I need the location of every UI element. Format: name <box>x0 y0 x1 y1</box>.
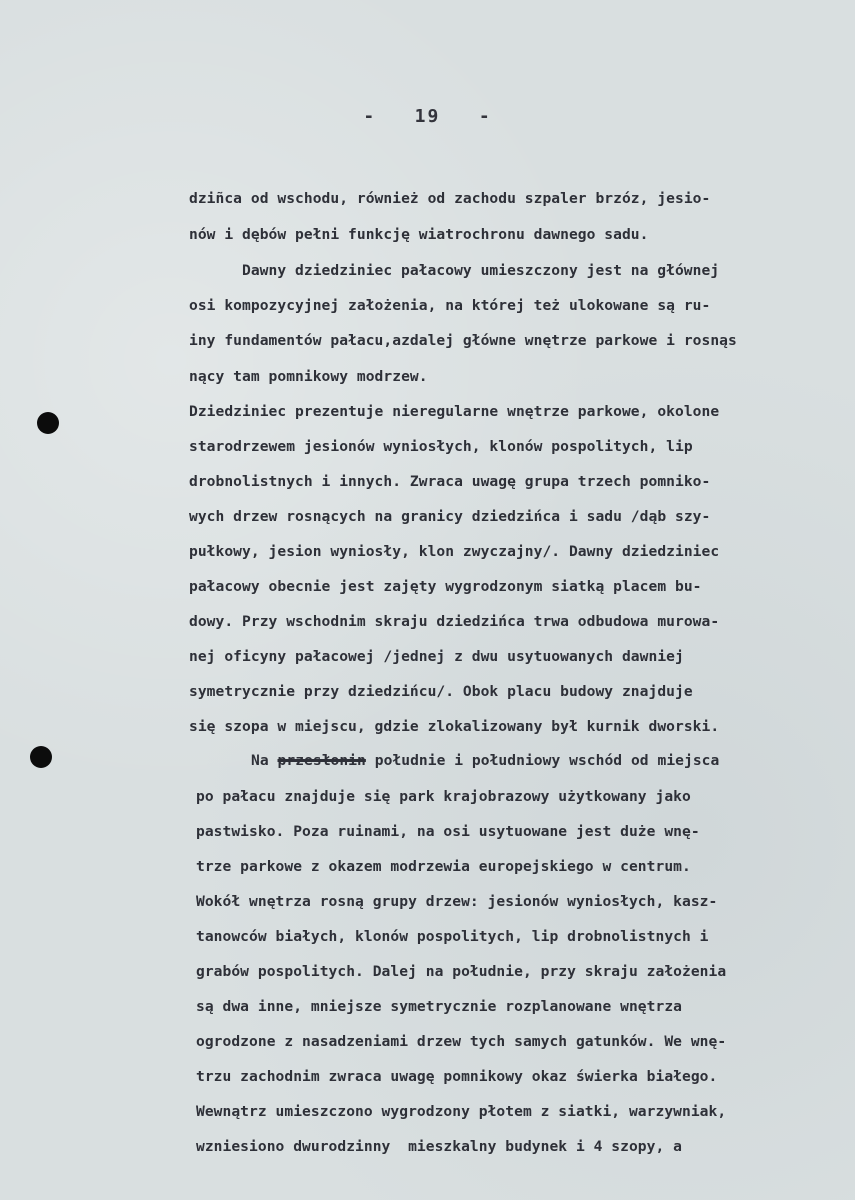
page-number: - 19 - <box>363 106 492 127</box>
text-line: wych drzew rosnących na granicy dziedzińca i sadu /dąb szy- <box>189 508 711 525</box>
text-line: grabów pospolitych. Dalej na południe, przy skraju założenia <box>196 963 727 980</box>
text-line: nej oficyny pałacowej /jednej z dwu usytuowanych dawniej <box>189 648 684 665</box>
text-line: Dziedziniec prezentuje nieregularne wnętrze parkowe, okolone <box>189 403 720 420</box>
text-line: Wewnątrz umieszczono wygrodzony płotem z siatki, warzywniak, <box>196 1103 727 1120</box>
text-line: trzu zachodnim zwraca uwagę pomnikowy okaz świerka białego. <box>196 1068 718 1085</box>
text-line: nów i dębów pełni funkcję wiatrochronu dawnego sadu. <box>189 226 649 243</box>
text-line: drobnolistnych i innych. Zwraca uwagę grupa trzech pomniko- <box>189 473 711 490</box>
text-line: są dwa inne, mniejsze symetrycznie rozplanowane wnętrza <box>196 998 682 1015</box>
struck-out-word: przesłonin <box>277 752 366 769</box>
text-line: iny fundamentów pałacu,azdalej główne wnętrze parkowe i rosnąs <box>189 332 737 349</box>
text-line: wzniesiono dwurodzinny mieszkalny budynek i 4 szopy, a <box>196 1138 682 1155</box>
text-line: ogrodzone z nasadzeniami drzew tych samych gatunków. We wnę- <box>196 1033 727 1050</box>
text-line: nący tam pomnikowy modrzew. <box>189 368 428 385</box>
text-line: Dawny dziedziniec pałacowy umieszczony jest na głównej <box>242 262 720 279</box>
text-line: pułkowy, jesion wyniosły, klon zwyczajny/. Dawny dziedziniec <box>189 543 720 560</box>
punch-hole-lower <box>30 746 52 768</box>
text-line: tanowców białych, klonów pospolitych, lip drobnolistnych i <box>196 928 709 945</box>
text-line: osi kompozycyjnej założenia, na której też ulokowane są ru- <box>189 297 711 314</box>
punch-hole-upper <box>37 412 59 434</box>
text-line: po pałacu znajduje się park krajobrazowy użytkowany jako <box>196 788 691 805</box>
text-line: Na przesłonin południe i południowy wschód od miejsca <box>251 752 720 769</box>
text-line: trze parkowe z okazem modrzewia europejskiego w centrum. <box>196 858 691 875</box>
text-line: się szopa w miejscu, gdzie zlokalizowany był kurnik dworski. <box>189 718 720 735</box>
text-line: starodrzewem jesionów wyniosłych, klonów pospolitych, lip <box>189 438 693 455</box>
text-line: pastwisko. Poza ruinami, na osi usytuowane jest duże wnę- <box>196 823 700 840</box>
text-line: dziñca od wschodu, również od zachodu szpaler brzóz, jesio- <box>189 190 711 207</box>
text-line: symetrycznie przy dziedzińcu/. Obok placu budowy znajduje <box>189 683 693 700</box>
text-line: pałacowy obecnie jest zajęty wygrodzonym siatką placem bu- <box>189 578 702 595</box>
text-line: dowy. Przy wschodnim skraju dziedzińca trwa odbudowa murowa- <box>189 613 720 630</box>
text-line: Wokół wnętrza rosną grupy drzew: jesionów wyniosłych, kasz- <box>196 893 718 910</box>
